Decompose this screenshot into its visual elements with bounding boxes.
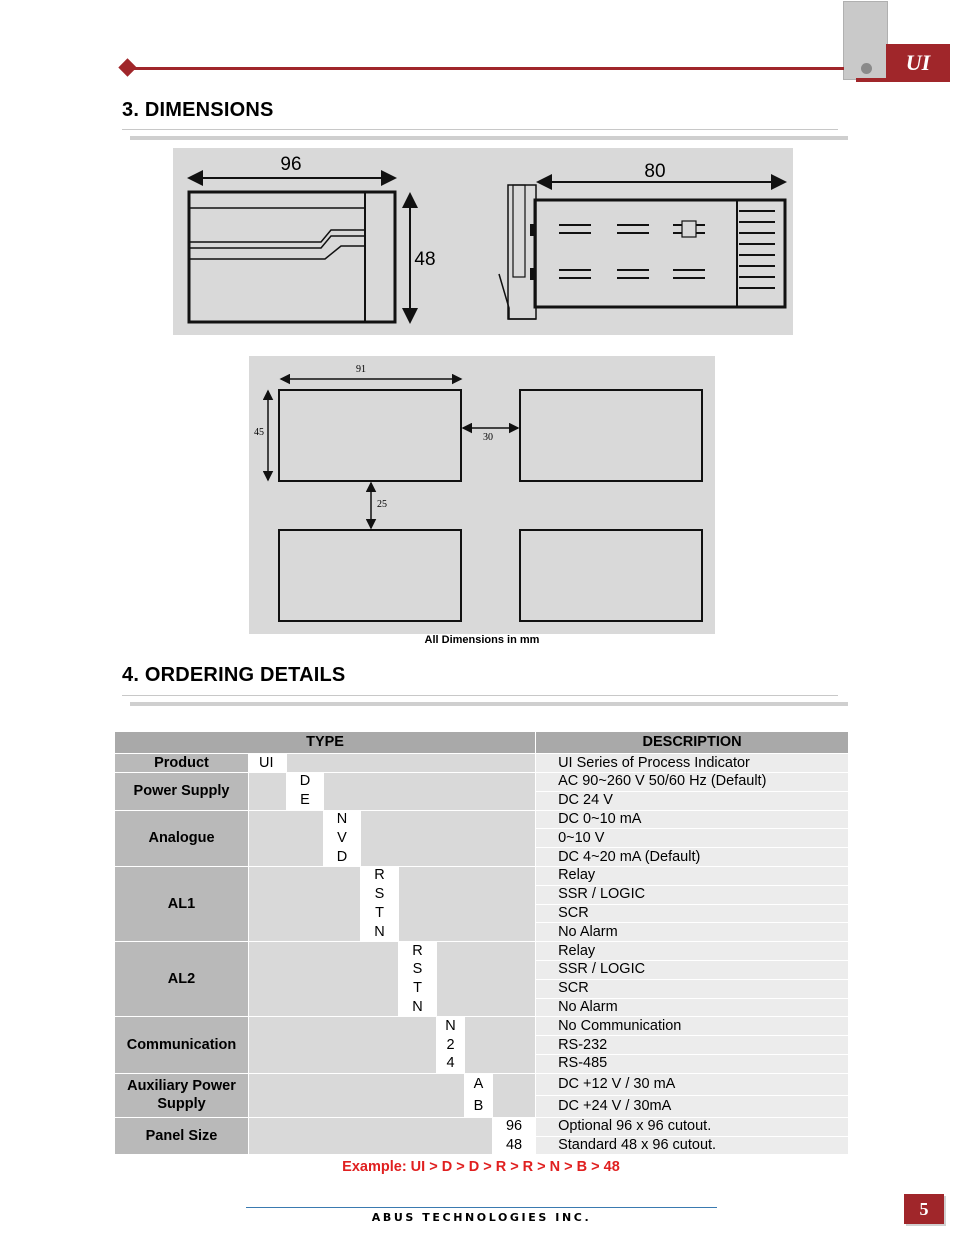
description-cell: DC 0~10 mA	[536, 810, 849, 829]
description-cell: SSR / LOGIC	[536, 960, 849, 979]
row-label-line: Supply	[157, 1096, 206, 1113]
description-cell: Relay	[536, 942, 849, 961]
description-cell: No Communication	[536, 1017, 849, 1036]
dim-cutout-height: 45	[254, 427, 264, 438]
row-label-product: Product	[115, 754, 249, 773]
ordering-table	[114, 731, 849, 1155]
dimension-figure-side-front	[173, 148, 793, 335]
section-rule-thick	[130, 136, 848, 140]
table-row	[115, 1017, 849, 1036]
table-row	[115, 942, 849, 961]
description-cell: 0~10 V	[536, 829, 849, 848]
description-cell: RS-485	[536, 1054, 849, 1073]
section-rule-thin	[122, 695, 838, 696]
code-cell: R	[399, 942, 437, 961]
footer-rule	[246, 1207, 717, 1208]
dim-vertical-gap: 25	[377, 499, 387, 510]
dim-front-width: 96	[280, 154, 302, 175]
description-cell: SSR / LOGIC	[536, 885, 849, 904]
code-cell: T	[399, 979, 437, 998]
table-row	[115, 810, 849, 829]
code-cell: A	[465, 1073, 493, 1095]
description-cell: DC +12 V / 30 mA	[536, 1073, 849, 1095]
figure-caption: All Dimensions in mm	[424, 634, 540, 646]
code-cell: 48	[493, 1136, 536, 1155]
row-label-line: Auxiliary Power	[127, 1078, 236, 1095]
table-row	[115, 1117, 849, 1136]
row-label-al1: AL1	[115, 866, 249, 941]
code-cell: N	[437, 1017, 465, 1036]
description-cell: SCR	[536, 979, 849, 998]
description-cell: No Alarm	[536, 923, 849, 942]
description-cell: AC 90~260 V 50/60 Hz (Default)	[536, 773, 849, 792]
description-cell: RS-232	[536, 1036, 849, 1055]
row-label-analogue: Analogue	[115, 810, 249, 866]
code-cell: 96	[493, 1117, 536, 1136]
code-cell: E	[287, 791, 324, 810]
code-cell: D	[287, 773, 324, 792]
dimension-figure-panel-cutout	[249, 356, 715, 634]
table-row	[115, 754, 849, 773]
code-cell: N	[361, 923, 399, 942]
header-badge: UI	[886, 44, 950, 82]
description-cell: DC 24 V	[536, 791, 849, 810]
footer-company: ABUS TECHNOLOGIES INC.	[371, 1211, 592, 1224]
code-cell: B	[465, 1095, 493, 1117]
type-header: TYPE	[115, 732, 536, 754]
code-cell: R	[361, 866, 399, 885]
row-label-power-supply: Power Supply	[115, 773, 249, 811]
table-header-row	[115, 732, 849, 754]
code-cell: N	[399, 998, 437, 1017]
code-cell: S	[361, 885, 399, 904]
dim-depth: 80	[644, 161, 666, 182]
row-label-communication: Communication	[115, 1017, 249, 1073]
row-label-panel-size: Panel Size	[115, 1117, 249, 1155]
section-rule-thin	[122, 129, 838, 130]
table-row	[115, 866, 849, 885]
description-cell: SCR	[536, 904, 849, 923]
description-cell: DC 4~20 mA (Default)	[536, 848, 849, 867]
description-cell: Relay	[536, 866, 849, 885]
header-badge-bar	[856, 78, 886, 82]
page-number: 5	[904, 1194, 944, 1224]
dim-horizontal-gap: 30	[483, 432, 493, 443]
table-row	[115, 1073, 849, 1095]
description-header: DESCRIPTION	[536, 732, 849, 754]
code-cell: T	[361, 904, 399, 923]
row-label-aux-power	[115, 1073, 249, 1117]
dim-cutout-width: 91	[356, 364, 366, 375]
header-diamond-icon	[118, 58, 136, 76]
description-cell: DC +24 V / 30mA	[536, 1095, 849, 1117]
header-circle-icon	[861, 63, 872, 74]
section-title-ordering-details: 4. ORDERING DETAILS	[122, 664, 346, 686]
description-cell: Standard 48 x 96 cutout.	[536, 1136, 849, 1155]
table-row	[115, 773, 849, 792]
code-cell: UI	[249, 754, 287, 773]
row-label-al2: AL2	[115, 942, 249, 1017]
code-cell: S	[399, 960, 437, 979]
code-cell: V	[324, 829, 361, 848]
code-cell: N	[324, 810, 361, 829]
section-title-dimensions: 3. DIMENSIONS	[122, 99, 274, 121]
header-rule	[128, 67, 844, 70]
code-cell: 4	[437, 1054, 465, 1073]
dim-front-height: 48	[414, 249, 436, 270]
description-cell: Optional 96 x 96 cutout.	[536, 1117, 849, 1136]
section-rule-thick	[130, 702, 848, 706]
code-cell: D	[324, 848, 361, 867]
code-cell: 2	[437, 1036, 465, 1055]
description-cell: UI Series of Process Indicator	[536, 754, 849, 773]
description-cell: No Alarm	[536, 998, 849, 1017]
ordering-example: Example: UI > D > D > R > R > N > B > 48	[342, 1159, 620, 1175]
